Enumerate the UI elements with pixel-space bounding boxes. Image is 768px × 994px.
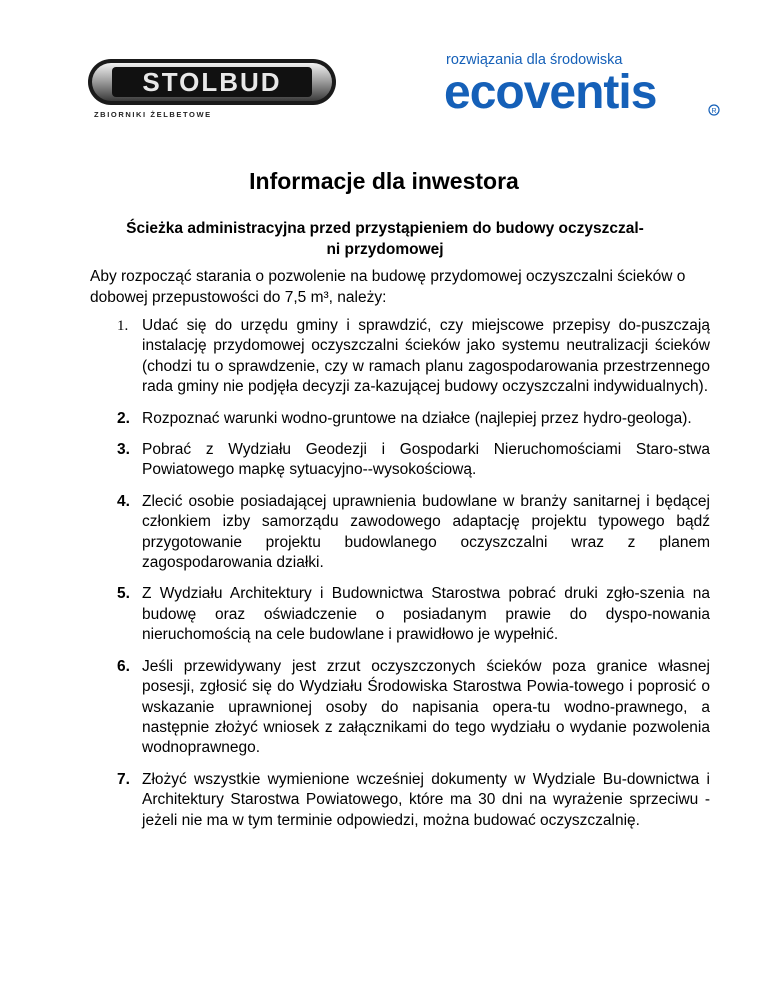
step-number: 1. — [117, 318, 129, 334]
step-number: 5. — [117, 585, 130, 603]
step-number: 2. — [117, 409, 130, 427]
ecoventis-tagline: rozwiązania dla środowiska — [446, 52, 623, 68]
svg-text:R: R — [711, 108, 717, 115]
subtitle-line-2: ni przydomowej — [326, 241, 444, 258]
step-item — [90, 492, 710, 574]
step-item — [90, 440, 710, 481]
step-number: 4. — [117, 492, 130, 510]
step-text: Pobrać z Wydziału Geodezji i Gospodarki Nieruchomościami Staro-stwa Powiatowego mapkę sytuacyjno--wysokościową. — [142, 441, 710, 479]
step-number: 3. — [117, 441, 130, 459]
steps-list — [90, 316, 710, 842]
svg-text:STOLBUD: STOLBUD — [142, 67, 282, 97]
step-text: Z Wydziału Architektury i Budownictwa Starostwa pobrać druki zgło-szenia na budowę oraz oświadczenie o posiadanym prawie do dyspo-nowania nieruchomością na cele budowlane i prawidłowo je wypełnić. — [142, 585, 710, 644]
step-text: Zlecić osobie posiadającej uprawnienia budowlane w branży sanitarnej i będącej członkiem izby samorządu zawodowego adaptację projektu typowego bądź przygotowanie projektu budowlanego oczyszczalni wraz z planem zagospodarowania działki. — [142, 492, 710, 572]
step-item — [90, 316, 710, 398]
stolbud-subtitle: ZBIORNIKI ŻELBETOWE — [94, 110, 212, 119]
intro-paragraph: Aby rozpocząć starania o pozwolenie na budowę przydomowej oczyszczalni ścieków o dobowej przepustowości do 7,5 m³, należy: — [90, 268, 686, 306]
step-item — [90, 770, 710, 831]
svg-text:ecoventis: ecoventis — [444, 68, 657, 119]
step-item — [90, 657, 710, 759]
header-logos — [0, 0, 768, 140]
step-text: Jeśli przewidywany jest zrzut oczyszczonych ścieków poza granice własnej posesji, zgłosić się do Wydziału Środowiska Starostwa Powia-towego i poprosić o wskazanie uprawnionej osoby do napisania opera-tu wodno-prawnego, a następnie złożyć wniosek z załącznikami do tego wydziału o wydanie pozwolenia wodnoprawnego. — [142, 657, 710, 757]
step-text: Udać się do urzędu gminy i sprawdzić, czy miejscowe przepisy do-puszczają instalację przydomowej oczyszczalni ścieków jako systemu neutralizacji ścieków (chodzi tu o sprawdzenie, czy w ramach planu zagospodarowania przestrzennego rada gminy nie podjęła decyzji za-kazującej budowy oczyszczalni indywidualnych). — [142, 317, 710, 396]
section-subtitle — [90, 218, 680, 260]
page-title: Informacje dla inwestora — [249, 168, 519, 194]
step-item — [90, 409, 710, 429]
step-number: 6. — [117, 657, 130, 675]
ecoventis-logo — [444, 68, 724, 120]
step-number: 7. — [117, 770, 130, 788]
step-item — [90, 584, 710, 645]
step-text: Złożyć wszystkie wymienione wcześniej dokumenty w Wydziale Bu-downictwa i Architektury Starostwa Powiatowego, które ma 30 dni na wyrażenie sprzeciwu - jeżeli nie ma w tym terminie odpowiedzi, można budować oczyszczalnię. — [142, 770, 710, 829]
step-text: Rozpoznać warunki wodno-gruntowe na działce (najlepiej przez hydro-geologa). — [142, 409, 692, 427]
subtitle-line-1: Ścieżka administracyjna przed przystąpieniem do budowy oczyszczal- — [126, 220, 644, 237]
